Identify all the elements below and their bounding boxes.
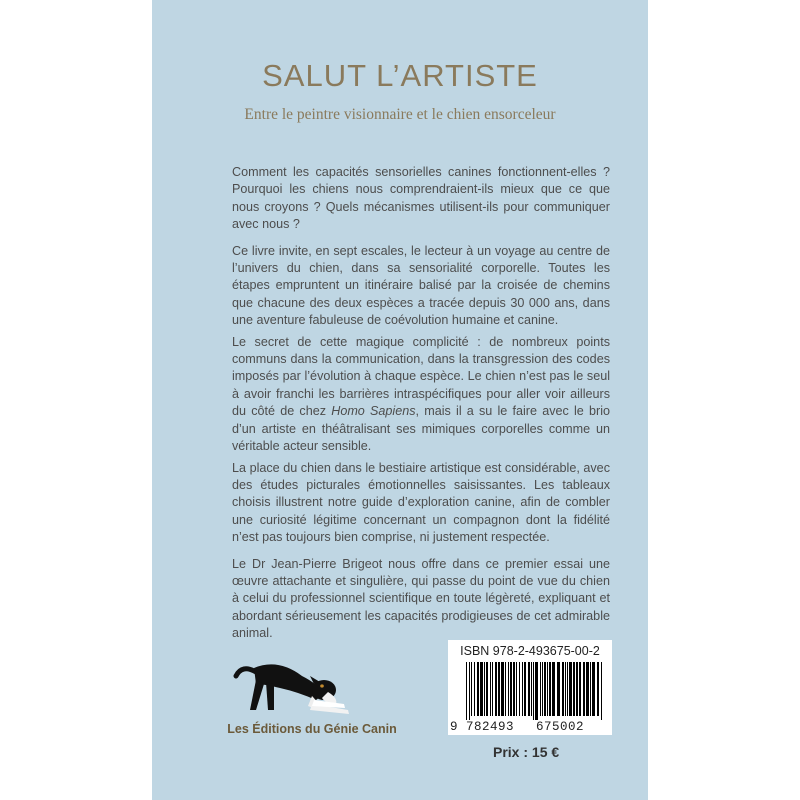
book-subtitle: Entre le peintre visionnaire et le chien ensorceleur xyxy=(244,106,556,123)
blurb-paragraph-1: Comment les capacités sensorielles canines fonctionnent-elles ? Pourquoi les chiens nous comprendraient-ils mieux que ce que nous croyons ? Quels mécanismes utilisent-ils pour communiquer avec nous ? xyxy=(232,165,610,232)
blurb-text xyxy=(232,155,610,647)
blurb-paragraph-5: Le Dr Jean-Pierre Brigeot nous offre dans ce premier essai une œuvre attachante et singulière, qui passe du point de vue du chien à celui du professionnel scientifique en toute légèreté, expliquant et abordant sérieusement les capacités prodigieuses de cet admirable animal. xyxy=(232,556,610,641)
isbn-number: ISBN 978-2-493675-00-2 xyxy=(460,644,600,658)
dog-play-bow-icon xyxy=(228,654,358,720)
barcode-digits-right: 675002 xyxy=(536,720,585,734)
blurb-paragraph-3: Le secret de cette magique complicité : de nombreux points communs dans la communication, dans la transgression des codes imposés par l’évolution à chaque espèce. Le chien n’est pas le seul à avoir franchi les barrières intraspécifiques pour aller voir ailleurs du côté de chez Homo Sapiens, mais il a su le faire avec le brio d’un artiste en théâtralisant ses mimiques corporelles comme un véritable acteur sensible. xyxy=(232,334,611,454)
price: Prix : 15 € xyxy=(493,744,560,760)
blurb-paragraph-4: La place du chien dans le bestiaire artistique est considérable, avec des études picturales émotionnelles saisissantes. Les tableaux choisis illustrent notre guide d’exploration canine, afin de combler une curiosité légitime concernant un compagnon dont la fidélité n’est pas toujours bien comprise, ni justement respectée. xyxy=(232,460,610,545)
barcode-digits-left: 782493 xyxy=(466,720,515,734)
book-title: SALUT L’ARTISTE xyxy=(262,58,538,93)
isbn-barcode-box xyxy=(448,640,612,735)
barcode xyxy=(456,662,606,720)
book-back-cover xyxy=(152,0,648,800)
blurb-paragraph-2: Ce livre invite, en sept escales, le lecteur à un voyage au centre de l’univers du chien, dans sa sensorialité corporelle. Toutes les étapes empruntent un itinéraire balisé par la croisée de chemins que chacune des deux espèces a tracée depuis 30 000 ans, dans une aventure fabuleuse de coévolution humaine et canine. xyxy=(232,243,610,328)
publisher-name: Les Éditions du Génie Canin xyxy=(227,722,397,736)
barcode-digit-first: 9 xyxy=(450,720,459,734)
